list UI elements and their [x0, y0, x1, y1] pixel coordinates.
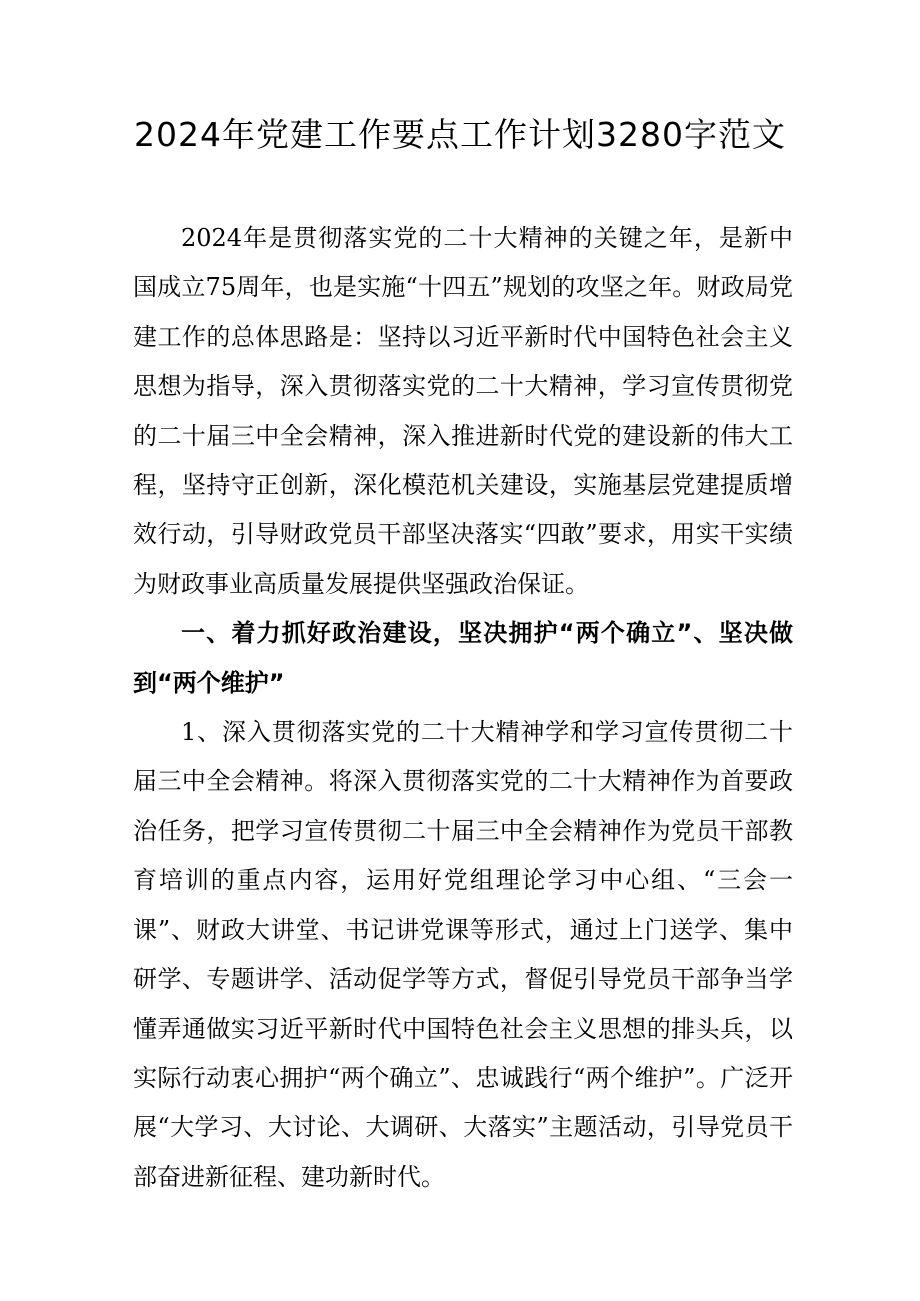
- document-body: [133, 214, 793, 1202]
- item-paragraph-1: 1、深入贯彻落实党的二十大精神学和学习宣传贯彻二十届三中全会精神。将深入贯彻落实党的二十大精神作为首要政治任务，把学习宣传贯彻二十届三中全会精神作为党员干部教育培训的重点内容，运用好党组理论学习中心组、“三会一课”、财政大讲堂、书记讲党课等形式，通过上门送学、集中研学、专题讲学、活动促学等方式，督促引导党员干部争当学懂弄通做实习近平新时代中国特色社会主义思想的排头兵，以实际行动衷心拥护“两个确立”、忠诚践行“两个维护”。广泛开展“大学习、大讨论、大调研、大落实”主题活动，引导党员干部奋进新征程、建功新时代。: [133, 718, 793, 1191]
- document-title: 2024年党建工作要点工作计划3280字范文: [134, 115, 786, 154]
- section-heading-1: 一、着力抓好政治建设，坚决拥护“两个确立”、坚决做到“两个维护”: [133, 619, 793, 697]
- intro-paragraph: 2024年是贯彻落实党的二十大精神的关键之年，是新中国成立75周年，也是实施“十四五”规划的攻坚之年。财政局党建工作的总体思路是：坚持以习近平新时代中国特色社会主义思想为指导，深入贯彻落实党的二十大精神，学习宣传贯彻党的二十届三中全会精神，深入推进新时代党的建设新的伟大工程，坚持守正创新，深化模范机关建设，实施基层党建提质增效行动，引导财政党员干部坚决落实“四敢”要求，用实干实绩为财政事业高质量发展提供坚强政治保证。: [133, 224, 793, 598]
